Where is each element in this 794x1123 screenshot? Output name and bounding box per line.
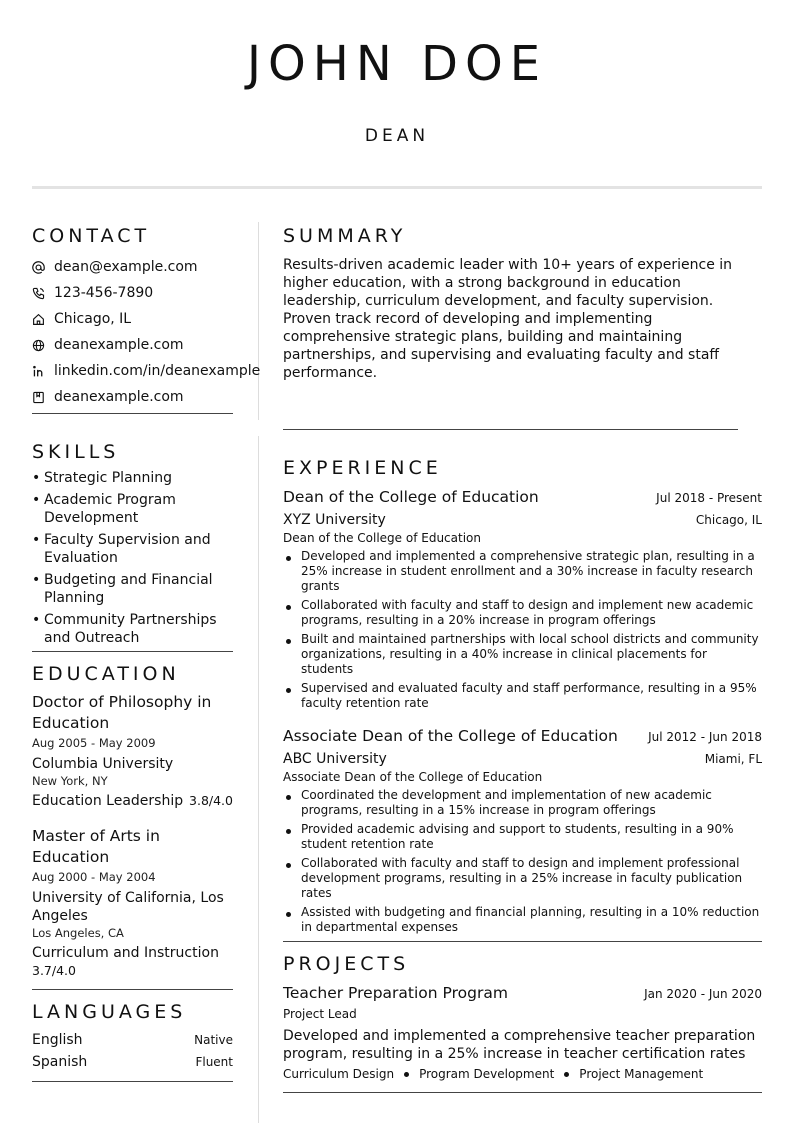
- languages-section: [32, 998, 233, 1082]
- experience-section: [283, 454, 762, 942]
- contact-linkedin[interactable]: [32, 358, 261, 384]
- education-title: EDUCATION: [32, 663, 180, 685]
- contact-location-text: Chicago, IL: [54, 311, 132, 327]
- contact-website[interactable]: [32, 332, 233, 358]
- job-bullet: Collaborated with faculty and staff to design and implement professional development programs, resulting in a 25% increase in faculty publication rates: [283, 856, 762, 901]
- language-level: Native: [194, 1033, 233, 1047]
- education-section: [32, 660, 233, 990]
- summary-title: SUMMARY: [283, 225, 407, 247]
- education-entry: [32, 826, 233, 980]
- contact-location: [32, 306, 233, 332]
- project-tag: Curriculum Design: [283, 1067, 395, 1081]
- header-divider: [32, 186, 762, 189]
- education-degree: Doctor of Philosophy in Education: [32, 693, 212, 732]
- portfolio-icon: [32, 391, 54, 404]
- project-description: Developed and implemented a comprehensive teacher preparation program, resulting in a 25% increase in teacher certification rates: [283, 1028, 756, 1062]
- skill-item: • Budgeting and Financial Planning: [32, 571, 233, 607]
- job-location: Miami, FL: [704, 752, 762, 766]
- summary-divider: [283, 429, 738, 430]
- job-title: Dean of the College of Education: [283, 488, 539, 506]
- contact-email[interactable]: [32, 254, 233, 280]
- right-column: [283, 222, 762, 1093]
- tag-separator: [404, 1072, 409, 1077]
- contact-linkedin-text: linkedin.com/in/deanexample: [54, 363, 261, 379]
- language-name: Spanish: [32, 1054, 88, 1070]
- summary-text: Results-driven academic leader with 10+ years of experience in higher education, with a strong background in education leadership, curriculum development, and faculty supervision. Proven track record of developing and implementing comprehensive strategic plans, building and maintaining partnerships, and supervising and evaluating faculty and staff performance.: [283, 257, 733, 381]
- language-row: [32, 1051, 233, 1073]
- education-school: University of California, Los Angeles: [32, 890, 224, 924]
- job-bullet: Built and maintained partnerships with local school districts and community organizations, resulting in a 40% increase in clinical placements for students: [283, 632, 762, 677]
- education-dates: Aug 2005 - May 2009: [32, 736, 156, 750]
- linkedin-icon: [32, 365, 54, 378]
- job-company: ABC University: [283, 751, 387, 767]
- resume-role: DEAN: [364, 126, 430, 146]
- job-bullet: Provided academic advising and support to students, resulting in a 90% student retention rate: [283, 822, 762, 852]
- language-name: English: [32, 1032, 83, 1048]
- left-column: [32, 222, 261, 1082]
- column-divider-bottom: [258, 436, 259, 1123]
- language-level: Fluent: [195, 1055, 233, 1069]
- skills-list: [32, 469, 233, 647]
- job-subtitle: Dean of the College of Education: [283, 531, 481, 545]
- column-divider-top: [258, 222, 259, 420]
- education-location: Los Angeles, CA: [32, 926, 124, 940]
- experience-divider: [283, 941, 762, 942]
- skill-item: • Faculty Supervision and Evaluation: [32, 531, 233, 567]
- job-dates: Jul 2012 - Jun 2018: [648, 730, 762, 744]
- contact-portfolio-text: deanexample.com: [54, 389, 184, 405]
- education-degree: Master of Arts in Education: [32, 827, 160, 866]
- project-dates: Jan 2020 - Jun 2020: [644, 987, 762, 1001]
- contact-divider: [32, 413, 233, 414]
- skills-section: [32, 438, 233, 652]
- contact-title: CONTACT: [32, 225, 151, 247]
- skills-divider: [32, 651, 233, 652]
- contact-phone[interactable]: [32, 280, 233, 306]
- job-company: XYZ University: [283, 512, 386, 528]
- languages-title: LANGUAGES: [32, 1001, 187, 1023]
- experience-entry: [283, 486, 762, 711]
- job-location: Chicago, IL: [695, 513, 762, 527]
- globe-icon: [32, 339, 54, 352]
- education-location: New York, NY: [32, 774, 108, 788]
- project-tag: Program Development: [419, 1067, 555, 1081]
- projects-divider: [283, 1092, 762, 1093]
- job-bullet: Assisted with budgeting and financial planning, resulting in a 10% reduction in departmental expenses: [283, 905, 762, 935]
- education-divider: [32, 989, 233, 990]
- experience-title: EXPERIENCE: [283, 457, 442, 479]
- languages-divider: [32, 1081, 233, 1082]
- home-icon: [32, 313, 54, 326]
- education-dates: Aug 2000 - May 2004: [32, 870, 156, 884]
- language-row: [32, 1029, 233, 1051]
- projects-title: PROJECTS: [283, 953, 410, 975]
- phone-icon: [32, 287, 54, 300]
- skill-item: • Community Partnerships and Outreach: [32, 611, 233, 647]
- education-gpa: 3.7/4.0: [32, 963, 76, 978]
- skills-title: SKILLS: [32, 441, 120, 463]
- tag-separator: [564, 1072, 569, 1077]
- job-bullet: Collaborated with faculty and staff to design and implement new academic programs, resulting in a 20% increase in program offerings: [283, 598, 762, 628]
- experience-entry: [283, 725, 762, 935]
- summary-section: [283, 222, 762, 430]
- job-bullet: Coordinated the development and implementation of new academic programs, resulting in a 15% increase in program offerings: [283, 788, 762, 818]
- job-dates: Jul 2018 - Present: [656, 491, 762, 505]
- contact-portfolio[interactable]: [32, 384, 233, 410]
- contact-email-text: dean@example.com: [54, 259, 198, 275]
- contact-section: [32, 222, 261, 414]
- skill-item: • Academic Program Development: [32, 491, 233, 527]
- job-bullet: Supervised and evaluated faculty and staff performance, resulting in a 95% faculty retention rate: [283, 681, 762, 711]
- contact-phone-text: 123-456-7890: [54, 285, 154, 301]
- skill-item: • Strategic Planning: [32, 469, 233, 487]
- job-subtitle: Associate Dean of the College of Education: [283, 770, 543, 784]
- project-role: Project Lead: [283, 1007, 357, 1021]
- project-entry: [283, 982, 762, 1082]
- project-title: Teacher Preparation Program: [283, 984, 508, 1002]
- project-tags: [283, 1066, 762, 1082]
- education-field: Curriculum and Instruction: [32, 945, 219, 961]
- education-entry: [32, 692, 233, 810]
- education-gpa: 3.8/4.0: [189, 793, 233, 808]
- project-tag: Project Management: [579, 1067, 704, 1081]
- job-title: Associate Dean of the College of Education: [283, 727, 618, 745]
- contact-website-text: deanexample.com: [54, 337, 184, 353]
- education-field: Education Leadership: [32, 793, 184, 809]
- education-school: Columbia University: [32, 756, 174, 772]
- resume-name: JOHN DOE: [246, 36, 548, 92]
- at-icon: [32, 261, 54, 274]
- projects-section: [283, 950, 762, 1093]
- job-bullet: Developed and implemented a comprehensive strategic plan, resulting in a 25% increase in student enrollment and a 30% increase in faculty research grants: [283, 549, 762, 594]
- job-bullets: [283, 549, 762, 711]
- job-bullets: [283, 788, 762, 935]
